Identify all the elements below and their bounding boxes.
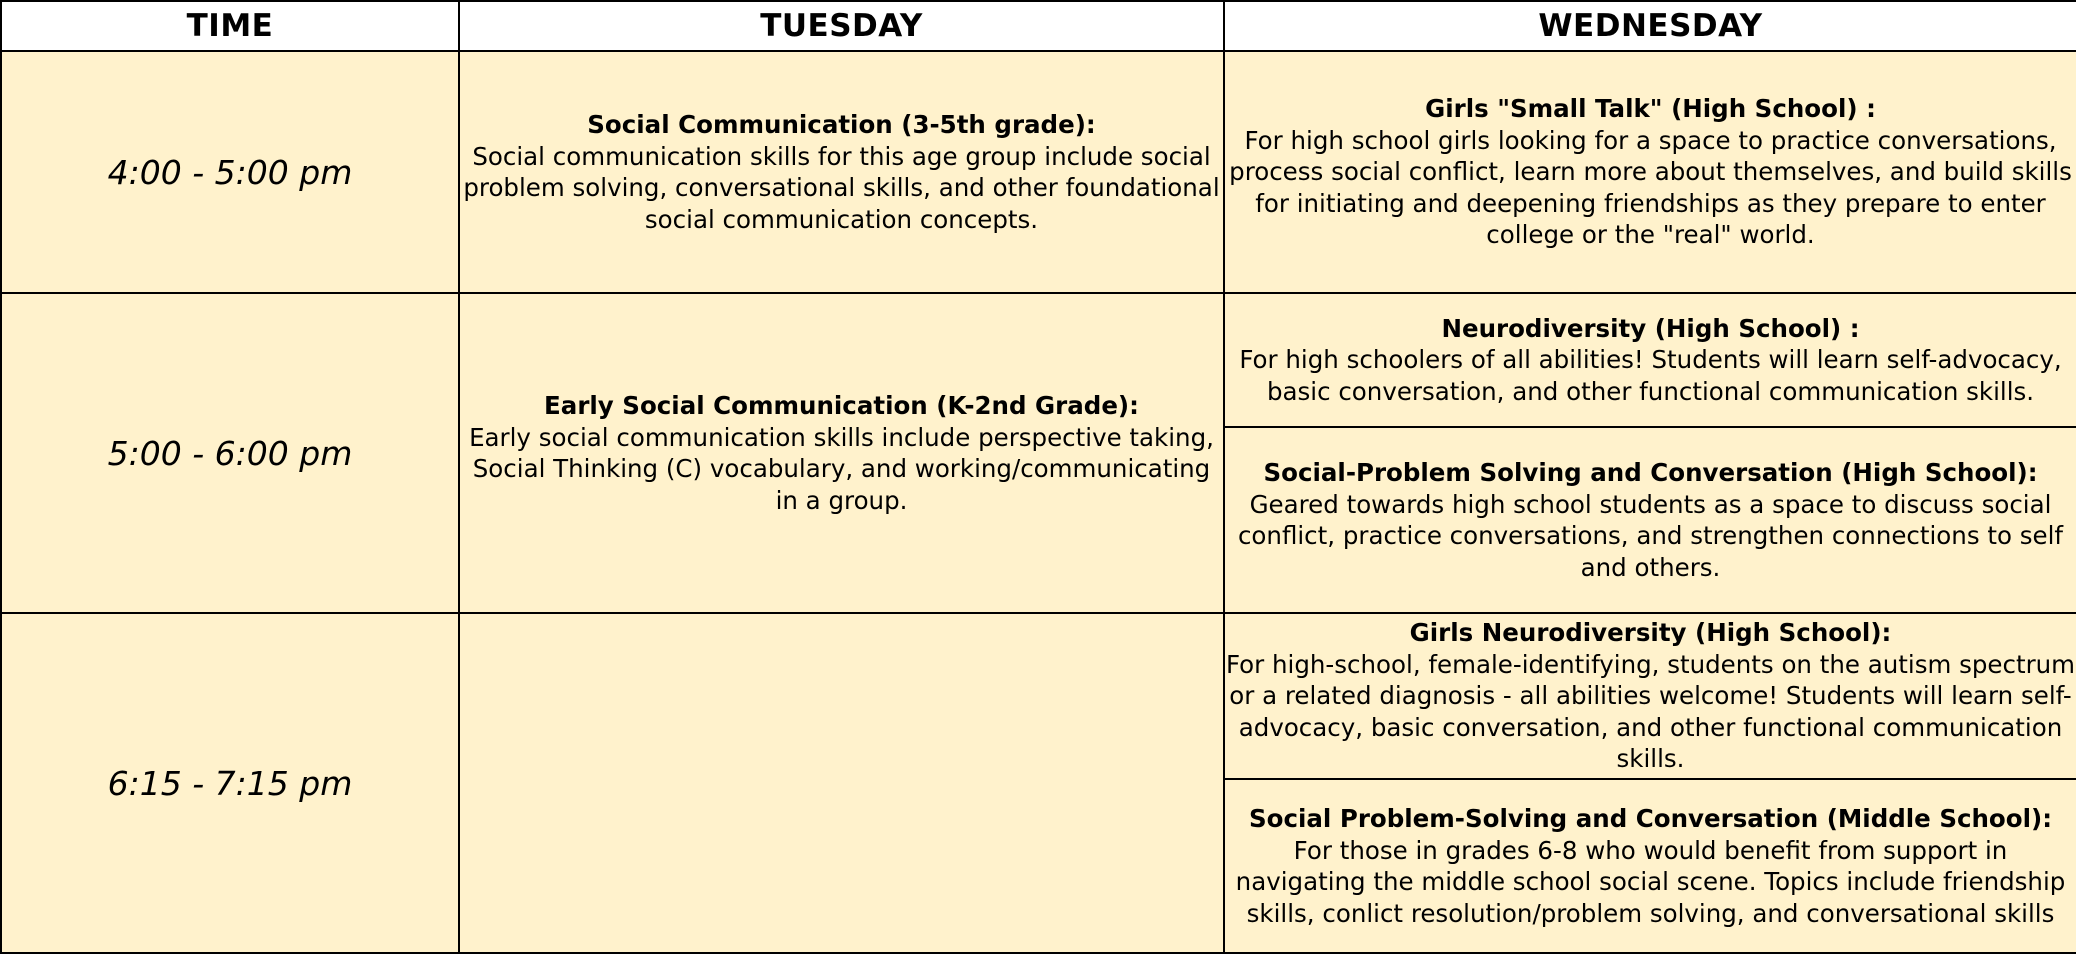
- time-slot: 4:00 - 5:00 pm: [1, 51, 459, 293]
- class-description: [1224, 293, 2076, 427]
- header-tuesday: TUESDAY: [459, 1, 1224, 51]
- class-description: [1224, 613, 2076, 779]
- class-body: Early social communication skills include perspective taking, Social Thinking (C) vocabulary, and working/communicating in a group.: [469, 422, 1214, 515]
- class-title: Girls "Small Talk" (High School) :: [1425, 94, 1876, 124]
- class-description: [459, 51, 1224, 293]
- class-body: For high school girls looking for a space to practice conversations, process social conflict, learn more about themselves, and build skills for initiating and deepening friendships as they prepare to enter college or the "real" world.: [1229, 125, 2072, 250]
- time-slot: 6:15 - 7:15 pm: [1, 613, 459, 953]
- class-title: Girls Neurodiversity (High School):: [1409, 618, 1892, 648]
- header-row: [1, 1, 2076, 51]
- class-body: For those in grades 6-8 who would benefit from support in navigating the middle school social scene. Topics include friendship skills, conlict resolution/problem solving, and conversational skills: [1235, 835, 2066, 928]
- header-time: TIME: [1, 1, 459, 51]
- class-title: Social Problem-Solving and Conversation (Middle School):: [1249, 804, 2052, 833]
- class-body: Geared towards high school students as a space to discuss social conflict, practice conversations, and strengthen connections to self and others.: [1237, 489, 2064, 582]
- class-title: Social-Problem Solving and Conversation (High School):: [1263, 458, 2038, 487]
- table-row: [1, 51, 2076, 293]
- time-slot: 5:00 - 6:00 pm: [1, 293, 459, 613]
- class-title: Early Social Communication (K-2nd Grade):: [544, 391, 1139, 420]
- table-row: [1, 293, 2076, 427]
- empty-cell: [459, 613, 1224, 953]
- class-description: [1224, 427, 2076, 613]
- class-title: Neurodiversity (High School) :: [1441, 313, 1860, 343]
- class-body: For high schoolers of all abilities! Students will learn self-advocacy, basic conversation, and other functional communication skills.: [1239, 345, 2062, 406]
- header-wednesday: WEDNESDAY: [1224, 1, 2076, 51]
- class-body: Social communication skills for this age group include social problem solving, conversational skills, and other foundational social communication concepts.: [463, 141, 1220, 234]
- class-description: [459, 293, 1224, 613]
- class-description: [1224, 51, 2076, 293]
- class-body: For high-school, female-identifying, students on the autism spectrum or a related diagnosis - all abilities welcome! Students will learn self-advocacy, basic conversation, and other functional communication skills.: [1225, 649, 2076, 774]
- class-title: Social Communication (3-5th grade):: [587, 110, 1096, 139]
- table-row: [1, 613, 2076, 779]
- class-description: [1224, 779, 2076, 953]
